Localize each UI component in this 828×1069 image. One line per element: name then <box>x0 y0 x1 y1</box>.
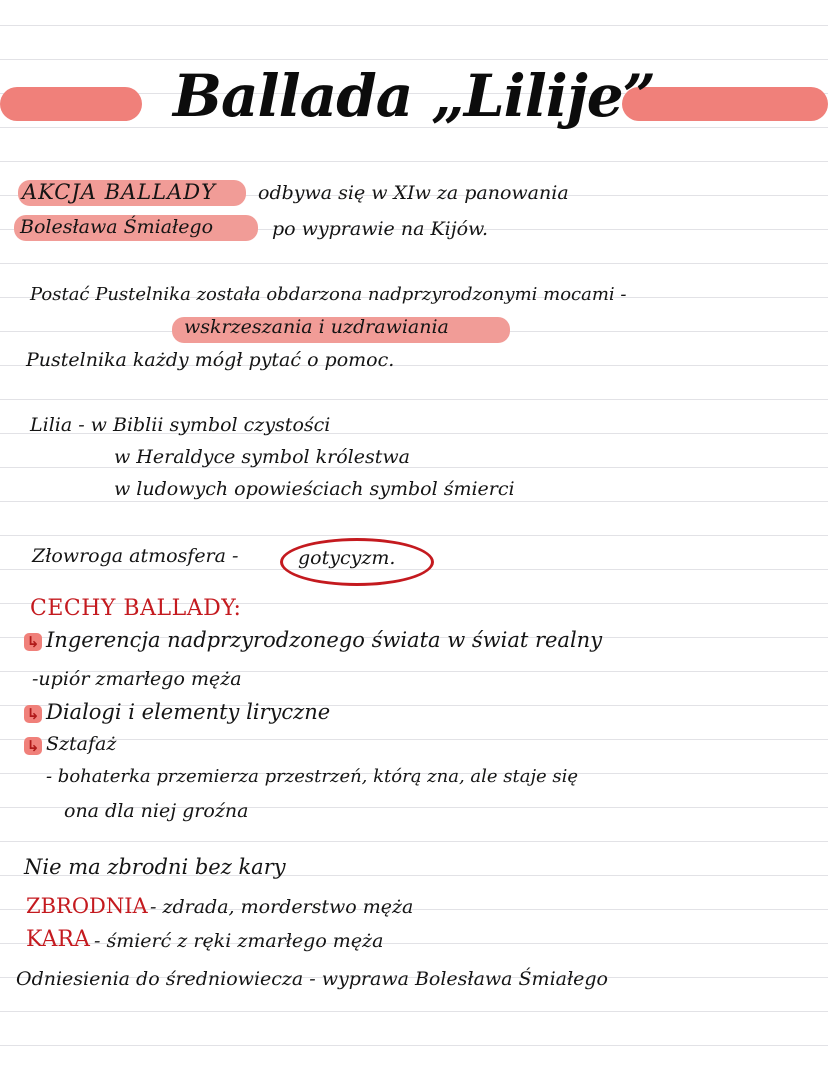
akcja-label: AKCJA BALLADY <box>22 180 216 204</box>
cechy-item3-sub2: ona dla niej groźna <box>64 800 249 822</box>
arrow-bullet-icon: ↳ <box>24 633 42 651</box>
lilia-line1: Lilia - w Biblii symbol czystości <box>30 414 331 436</box>
cechy-heading: CECHY BALLADY: <box>30 596 242 621</box>
akcja-line1-text: odbywa się w XIw za panowania <box>258 182 569 204</box>
akcja-line2-text: po wyprawie na Kijów. <box>272 218 489 240</box>
pustelnik-highlight-text: wskrzeszania i uzdrawiania <box>184 316 449 338</box>
zbrodnia-text: - zdrada, morderstwo męża <box>150 896 414 918</box>
pustelnik-line3: Pustelnika każdy mógł pytać o pomoc. <box>26 349 395 371</box>
pustelnik-line1: Postać Pustelnika została obdarzona nadprzyrodzonymi mocami - <box>30 284 627 305</box>
kara-text: - śmierć z ręki zmarłego męża <box>94 930 384 952</box>
cechy-item2: Dialogi i elementy liryczne <box>46 700 331 724</box>
arrow-bullet-icon: ↳ <box>24 705 42 723</box>
gotycyzm-text: gotycyzm. <box>298 547 396 569</box>
arrow-bullet-icon: ↳ <box>24 737 42 755</box>
cechy-item1: Ingerencja nadprzyrodzonego świata w świat realny <box>46 628 603 652</box>
cechy-item3: Sztafaż <box>46 733 117 755</box>
cechy-item3-sub1: - bohaterka przemierza przestrzeń, którą zna, ale staje się <box>46 766 579 787</box>
atmosfera-label: Złowroga atmosfera - <box>32 545 239 567</box>
kara-intro: Nie ma zbrodni bez kary <box>24 855 286 879</box>
cechy-item1-sub: -upiór zmarłego męża <box>32 668 242 690</box>
odniesienia-line: Odniesienia do średniowiecza - wyprawa Bolesława Śmiałego <box>16 968 608 990</box>
zbrodnia-label: ZBRODNIA <box>26 894 148 918</box>
page-title: Ballada „Lilije” <box>172 62 656 130</box>
akcja-name: Bolesława Śmiałego <box>20 216 214 238</box>
kara-label: KARA <box>26 927 90 952</box>
lilia-line3: w ludowych opowieściach symbol śmierci <box>114 478 515 500</box>
lilia-line2: w Heraldyce symbol królestwa <box>114 446 410 468</box>
